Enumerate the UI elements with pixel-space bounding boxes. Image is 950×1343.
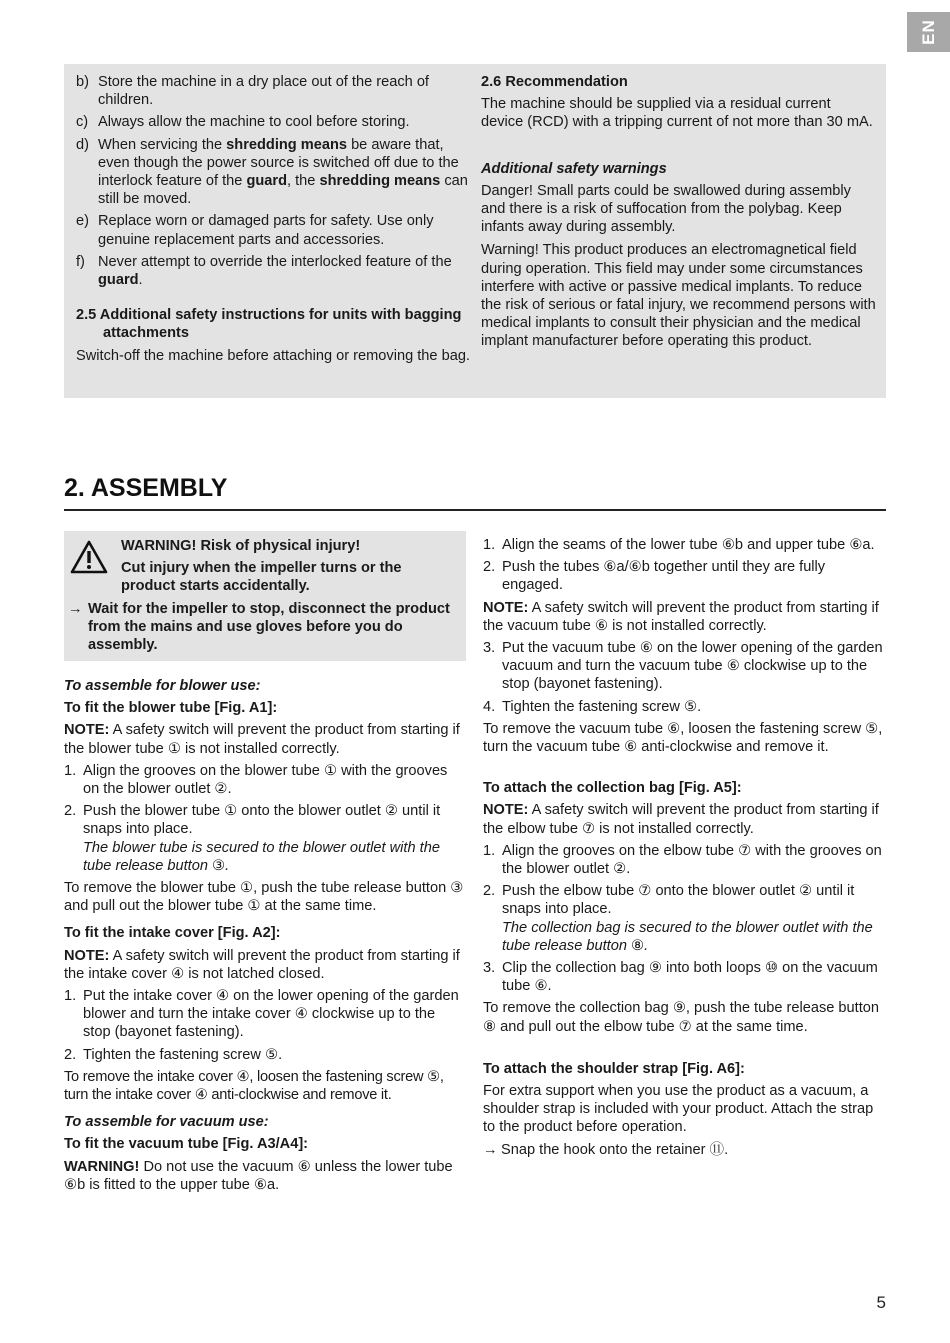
additional-warnings-heading: Additional safety warnings [481,160,667,177]
blower-tube-steps [64,762,466,875]
list-item [483,842,888,878]
intake-cover-remove: To remove the intake cover ④, loosen the fastening screw ⑤, turn the intake cover ④ anti-clockwise and remove it. [64,1068,444,1104]
step-text: Put the intake cover ④ on the lower opening of the garden blower and turn the intake cover ④ clockwise up to the stop (bayonet fastening). [83,988,459,1041]
item-marker: d) [76,136,89,153]
collection-bag-note [483,801,888,837]
assembly-left-column [64,677,466,1194]
collection-bag-heading: To attach the collection bag [Fig. A5]: [483,780,742,797]
note-label: NOTE: [483,599,529,616]
note-label: NOTE: [483,802,529,819]
warning-label: WARNING! [64,1158,140,1175]
list-item [483,536,888,554]
warning-title: WARNING! Risk of physical injury! [121,538,361,554]
language-label: EN [918,19,938,45]
item-marker: e) [76,213,89,230]
warning-action [68,600,458,655]
section-2-6-text: The machine should be supplied via a residual current device (RCD) with a tripping current of not more than 30 mA. [481,96,873,131]
list-item [76,136,471,209]
step-number: 2. [64,803,77,820]
warning-action-text: Wait for the impeller to stop, disconnect the product from the mains and use gloves before you do assembly. [88,601,450,654]
list-item [76,113,471,131]
step-text: Push the elbow tube ⑦ onto the blower outlet ② until it snaps into place. [502,883,855,918]
note-label: NOTE: [64,947,110,964]
title-divider [64,509,886,511]
step-text: Tighten the fastening screw ⑤. [83,1046,283,1063]
page-title: 2. ASSEMBLY [64,474,228,502]
item-text: Always allow the machine to cool before storing. [98,114,410,131]
step-text: Put the vacuum tube ⑥ on the lower opening of the garden vacuum and turn the vacuum tube ⑥ clockwise up to the stop (bayonet fastening). [502,640,883,693]
note-label: NOTE: [64,722,110,739]
step-number: 1. [64,762,77,779]
item-text: Store the machine in a dry place out of the reach of children. [98,74,429,109]
list-item [64,1046,466,1064]
arrow-icon: → [68,601,83,617]
item-text: , the [287,173,320,190]
list-item [64,762,466,798]
shoulder-strap-action [483,1141,888,1159]
shoulder-strap-text: For extra support when you use the product as a vacuum, a shoulder strap is included with your product. Attach the strap to the product before operation. [483,1083,874,1136]
note-text: A safety switch will prevent the product from starting if the elbow tube ⑦ is not installed correctly. [483,802,879,837]
step-number: 2. [483,883,496,900]
list-item [76,212,471,248]
safety-left-column [76,73,471,365]
collection-bag-remove: To remove the collection bag ⑨, push the tube release button ⑧ and pull out the elbow tube ⑦ at the same time. [483,1000,880,1035]
step-note: The blower tube is secured to the blower outlet with the tube release button ③. [83,839,440,874]
shoulder-strap-heading: To attach the shoulder strap [Fig. A6]: [483,1060,745,1077]
item-bold: guard [98,272,139,289]
step-number: 1. [64,988,77,1005]
step-note: The collection bag is secured to the blower outlet with the tube release button ⑧. [502,919,873,954]
step-text: Align the grooves on the elbow tube ⑦ with the grooves on the blower outlet ②. [502,842,882,878]
blower-use-heading: To assemble for blower use: [64,678,261,694]
step-text: Align the grooves on the blower tube ① with the grooves on the blower outlet ②. [83,762,448,798]
warning-text: Do not use the vacuum ⑥ unless the lower tube ⑥b is fitted to the upper tube ⑥a. [64,1158,453,1193]
safety-right-column [481,73,876,351]
step-number: 4. [483,698,496,715]
list-item [64,802,466,875]
vacuum-tube-note [483,599,888,635]
emf-warning-text: Warning! This product produces an electromagnetical field during operation. This field may under some circumstances interfere with active or passive medical implants. To reduce the risk of serious or fatal injury, we recommend persons with medical implants to consult their physician and the medical implant manufacturer before operating this product. [481,242,876,350]
list-item [483,639,888,694]
list-item [483,698,888,716]
item-bold: guard [246,173,287,190]
page-number: 5 [876,1293,886,1312]
item-marker: b) [76,74,89,90]
item-marker: f) [76,253,85,270]
danger-text: Danger! Small parts could be swallowed during assembly and there is a risk of suffocation from the polybag. Keep infants away during assembly. [481,182,851,236]
step-number: 2. [64,1046,77,1063]
arrow-icon: → [483,1141,498,1158]
item-text: Replace worn or damaged parts for safety. Use only genuine replacement parts and accessories. [98,213,434,248]
vacuum-tube-heading: To fit the vacuum tube [Fig. A3/A4]: [64,1136,309,1153]
shoulder-strap-action-text: Snap the hook onto the retainer ⑪. [501,1141,729,1158]
vacuum-tube-warning [64,1158,466,1194]
item-text: . [138,272,143,289]
section-2-5-heading: 2.5 Additional safety instructions for units with bagging attachments [76,307,462,342]
blower-tube-heading: To fit the blower tube [Fig. A1]: [64,700,278,717]
warning-heading [121,537,456,596]
item-text: be aware that, even though the power source is switched off due to the interlock feature of the [98,136,459,190]
item-bold: shredding means [226,136,348,153]
vacuum-tube-steps-continued [483,639,888,716]
item-marker: c) [76,114,89,131]
step-number: 3. [483,960,496,977]
warning-triangle-icon [70,540,108,574]
list-item [483,558,888,594]
vacuum-tube-remove: To remove the vacuum tube ⑥, loosen the fastening screw ⑤, turn the vacuum tube ⑥ anti-clockwise and remove it. [483,720,883,756]
assembly-right-column [483,536,888,1159]
blower-tube-remove: To remove the blower tube ①, push the tube release button ③ and pull out the blower tube ① at the same time. [64,880,464,915]
step-text: Push the blower tube ① onto the blower outlet ② until it snaps into place. [83,803,441,838]
list-item [76,253,471,289]
intake-cover-heading: To fit the intake cover [Fig. A2]: [64,925,281,942]
list-item [483,959,888,995]
list-item [76,73,471,109]
step-number: 1. [483,537,496,553]
item-text: can still be moved. [98,173,468,208]
list-item [64,987,466,1042]
item-bold: shredding means [319,173,441,190]
step-text: Align the seams of the lower tube ⑥b and upper tube ⑥a. [502,537,875,553]
list-item [483,882,888,955]
note-text: A safety switch will prevent the product from starting if the intake cover ④ is not latched closed. [64,947,460,982]
storage-list [76,73,471,289]
intake-cover-steps [64,987,466,1064]
step-number: 3. [483,640,496,657]
step-text: Clip the collection bag ⑨ into both loops ⑩ on the vacuum tube ⑥. [502,960,878,995]
intake-cover-note [64,947,466,983]
note-text: A safety switch will prevent the product from starting if the blower tube ① is not installed correctly. [64,722,460,757]
item-text: Never attempt to override the interlocked feature of the [98,253,452,270]
vacuum-tube-steps [483,536,888,595]
vacuum-use-heading: To assemble for vacuum use: [64,1114,269,1131]
language-tab [907,12,950,52]
step-text: Tighten the fastening screw ⑤. [502,698,702,715]
step-number: 2. [483,559,496,576]
collection-bag-steps [483,842,888,996]
step-number: 1. [483,842,496,859]
note-text: A safety switch will prevent the product from starting if the vacuum tube ⑥ is not installed correctly. [483,599,879,634]
step-text: Push the tubes ⑥a/⑥b together until they are fully engaged. [502,559,826,594]
blower-tube-note [64,721,466,757]
warning-description: Cut injury when the impeller turns or the product starts accidentally. [121,560,402,595]
section-2-5-text: Switch-off the machine before attaching or removing the bag. [76,347,470,364]
section-2-6-heading: 2.6 Recommendation [481,74,628,90]
item-text: When servicing the [98,136,227,153]
